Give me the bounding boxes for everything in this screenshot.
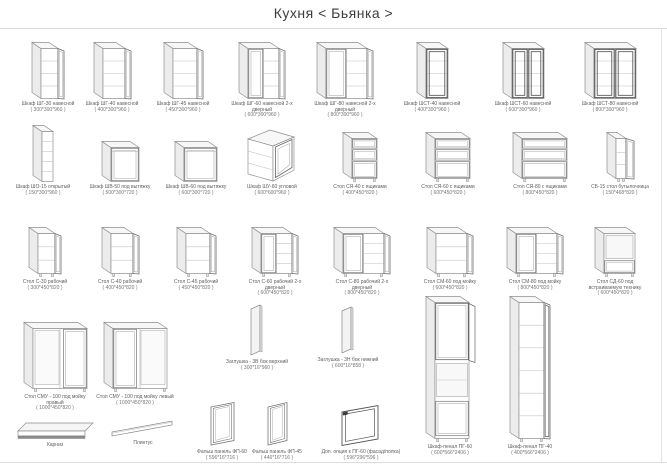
item-name: Шкаф ШСТ-80 навесной xyxy=(581,101,639,107)
item-dimensions: ( 600*300*960 ) xyxy=(505,106,541,113)
item-dimensions: ( 800*300*960 ) xyxy=(592,106,628,113)
catalog-item-corner-sink-base-right xyxy=(15,315,95,412)
item-name: Шкаф ШГ-45 навесной xyxy=(156,101,210,107)
item-dimensions: ( 600*300*960 ) xyxy=(244,112,280,119)
item-caption xyxy=(95,395,175,406)
item-dimensions: ( 800*450*820 ) xyxy=(517,284,553,291)
item-dimensions: ( 800*300*960 ) xyxy=(327,112,363,119)
catalog-item-base-cabinet-2-door xyxy=(330,222,394,297)
item-name: Заглушка - 3Н бок нижний xyxy=(317,357,379,363)
item-dimensions: ( 1000*450*820 ) xyxy=(36,405,74,412)
drawing-base-cabinet-2-door xyxy=(330,222,394,278)
item-dimensions: ( 450*300*960 ) xyxy=(165,106,201,113)
item-caption xyxy=(102,441,184,447)
catalog-item-wall-cabinet-1-door xyxy=(80,40,144,113)
catalog-item-base-cabinet-1-door xyxy=(164,222,228,291)
item-caption xyxy=(416,185,480,196)
item-caption xyxy=(15,395,95,412)
drawing-base-cabinet-1-door xyxy=(164,222,228,278)
catalog-item-hood-cabinet xyxy=(164,125,228,196)
drawing-tall-cabinet-oven xyxy=(408,295,492,443)
item-name: Шкаф ШВ-50 под вытяжку xyxy=(89,184,151,190)
item-name: Стол С-80 рабочий 2-х дверный xyxy=(335,279,389,291)
item-name: СБ-15 стол бутылочница xyxy=(591,184,649,190)
item-dimensions: ( 400*566*2406 ) xyxy=(511,449,549,456)
drawing-wall-cabinet-glass xyxy=(400,40,464,100)
item-caption xyxy=(492,445,568,456)
item-name: Шкаф ШГ-40 навесной xyxy=(85,101,139,107)
drawing-wall-cabinet-1-door xyxy=(80,40,144,100)
item-name: Стол СЯ-60 с ящиками xyxy=(421,184,475,190)
item-dimensions: ( 600*300*720 ) xyxy=(178,189,214,196)
item-dimensions: ( 800*450*820 ) xyxy=(344,290,380,297)
item-name: Фальш панель ФП-45 xyxy=(252,449,302,455)
item-caption xyxy=(588,185,652,196)
catalog-item-wall-cabinet-1-door xyxy=(151,40,215,113)
item-name: Шкаф-пенал ПГ-40 xyxy=(507,444,553,450)
item-name: Стол С-45 рабочий xyxy=(173,279,219,285)
item-dimensions: ( 596*16*716 ) xyxy=(205,454,239,461)
catalog-item-sink-base-cabinet xyxy=(503,222,567,291)
item-dimensions: ( 300*300*960 ) xyxy=(30,106,66,113)
divider-top xyxy=(0,28,667,29)
item-name: Стол СМУ - 100 под мойку правый xyxy=(24,394,86,406)
item-caption xyxy=(508,185,572,196)
drawing-bottle-pullout-unit xyxy=(588,125,652,183)
item-caption xyxy=(248,450,306,461)
item-dimensions: ( 600*450*820 ) xyxy=(430,189,466,196)
item-name: Шкаф ШГ-30 навесной xyxy=(21,101,75,107)
catalog-item-base-cabinet-2-door xyxy=(243,222,307,297)
drawing-corner-sink-base-left xyxy=(95,315,175,393)
item-name: Шкаф ШВ-60 под вытяжку xyxy=(165,184,227,190)
drawing-sink-base-cabinet xyxy=(503,222,567,278)
item-dimensions: ( 800*450*820 ) xyxy=(522,189,558,196)
catalog-item-appliance-base-cabinet xyxy=(583,222,647,297)
item-caption xyxy=(190,450,254,461)
item-name: Шкаф ШГ-60 навесной 2-х дверный xyxy=(231,101,293,113)
drawing-hood-cabinet xyxy=(88,125,152,183)
catalog-item-wall-cabinet-glass xyxy=(578,40,642,113)
item-caption xyxy=(491,102,555,113)
item-caption xyxy=(583,280,647,297)
divider-bottom xyxy=(0,462,667,463)
item-caption xyxy=(240,185,304,196)
drawing-cornice xyxy=(12,415,98,441)
drawing-corner-sink-base-right xyxy=(15,315,95,393)
item-name: Стол СМ-60 под мойку xyxy=(423,279,477,285)
drawing-wall-cabinet-1-door xyxy=(151,40,215,100)
item-dimensions: ( 150*468*820 ) xyxy=(602,189,638,196)
drawing-facade-panel xyxy=(248,398,306,448)
drawing-side-panel-bottom xyxy=(308,300,388,356)
catalog-item-plinth xyxy=(102,415,184,447)
catalog-item-bottle-pullout-unit xyxy=(588,125,652,196)
item-dimensions: ( 400*300*960 ) xyxy=(94,106,130,113)
catalog-item-wall-cabinet-glass xyxy=(491,40,555,113)
drawing-base-cabinet-1-door xyxy=(88,222,152,278)
item-name: Шкаф ШСТ-60 навесной xyxy=(494,101,552,107)
item-caption xyxy=(503,280,567,291)
item-dimensions: ( 400*450*820 ) xyxy=(102,284,138,291)
item-caption xyxy=(330,280,394,297)
catalog-item-side-panel-top xyxy=(217,300,297,371)
item-name: Шкаф ШУ-60 угловой xyxy=(247,184,297,190)
catalog-item-tall-cabinet xyxy=(492,295,568,456)
catalog-item-base-cabinet-1-door xyxy=(13,222,77,291)
item-caption xyxy=(308,358,388,369)
item-name: Шкаф ШГ-80 навесной 2-х дверный xyxy=(314,101,376,113)
item-name: Стол СЯ-40 с ящиками xyxy=(333,184,387,190)
drawing-wall-cabinet-glass xyxy=(578,40,642,100)
catalog-item-corner-sink-base-left xyxy=(95,315,175,406)
item-caption xyxy=(312,450,410,461)
drawing-facade-option xyxy=(312,400,410,448)
item-name: Фальш панель ФП-60 xyxy=(197,449,247,455)
catalog-item-base-drawer-unit xyxy=(328,125,392,196)
item-dimensions: ( 600*600*960 ) xyxy=(254,189,290,196)
item-name: Стол С-40 рабочий xyxy=(97,279,143,285)
item-dimensions: ( 150*300*960 ) xyxy=(25,189,61,196)
drawing-appliance-base-cabinet xyxy=(583,222,647,278)
item-name: Заглушка - 3В бок верхний xyxy=(225,359,289,365)
drawing-wall-cabinet-2-door xyxy=(313,40,377,100)
drawing-wall-cabinet-1-door xyxy=(16,40,80,100)
drawing-open-shelf-unit xyxy=(11,125,75,183)
item-dimensions: ( 300*450*820 ) xyxy=(27,284,63,291)
catalog-item-base-drawer-unit xyxy=(508,125,572,196)
drawing-base-drawer-unit xyxy=(508,125,572,183)
item-caption xyxy=(243,280,307,297)
catalog-item-wall-cabinet-2-door xyxy=(313,40,377,119)
item-caption xyxy=(164,280,228,291)
drawing-plinth xyxy=(102,415,184,439)
item-name: Шкаф ШО-15 открытый xyxy=(15,184,71,190)
item-caption xyxy=(80,102,144,113)
drawing-base-drawer-unit xyxy=(416,125,480,183)
item-name: Стол СД-60 под встраиваемую технику xyxy=(588,279,642,291)
item-name: Стол СМ-80 под мойку xyxy=(508,279,562,285)
item-caption xyxy=(400,102,464,113)
drawing-tall-cabinet xyxy=(492,295,568,443)
item-dimensions: ( 400*300*960 ) xyxy=(414,106,450,113)
catalog-item-sink-base-cabinet xyxy=(418,222,482,291)
item-caption xyxy=(12,443,98,449)
item-dimensions: ( 450*450*820 ) xyxy=(178,284,214,291)
item-caption xyxy=(11,185,75,196)
catalog-item-wall-cabinet-glass xyxy=(400,40,464,113)
item-dimensions: ( 600*450*820 ) xyxy=(432,284,468,291)
catalog-item-base-drawer-unit xyxy=(416,125,480,196)
item-name: Шкаф ШСТ-40 навесной xyxy=(403,101,461,107)
item-name: Карниз xyxy=(46,442,64,448)
item-caption xyxy=(328,185,392,196)
item-caption xyxy=(13,280,77,291)
item-dimensions: ( 400*450*820 ) xyxy=(342,189,378,196)
page-title: Кухня < Бьянка > xyxy=(273,5,394,21)
item-name: Стол С-30 рабочий xyxy=(22,279,68,285)
item-name: Плинтус xyxy=(133,440,153,446)
item-caption xyxy=(88,185,152,196)
item-name: Шкаф-пенал ПГ-60 xyxy=(427,444,473,450)
catalog-item-side-panel-bottom xyxy=(308,300,388,369)
drawing-base-cabinet-2-door xyxy=(243,222,307,278)
item-dimensions: ( 600*450*820 ) xyxy=(597,290,633,297)
item-caption xyxy=(408,445,492,456)
item-name: Стол СМУ - 100 под мойку левый xyxy=(96,394,174,400)
catalog-item-wall-cabinet-1-door xyxy=(16,40,80,113)
catalog-item-cornice xyxy=(12,415,98,449)
drawing-side-panel-top xyxy=(217,300,297,358)
item-name: Стол С-60 рабочий 2-х дверный xyxy=(248,279,302,291)
item-caption xyxy=(313,102,377,119)
item-dimensions: ( 600*450*820 ) xyxy=(257,290,293,297)
item-name: Стол СЯ-80 с ящиками xyxy=(513,184,567,190)
drawing-base-drawer-unit xyxy=(328,125,392,183)
catalog-item-facade-panel xyxy=(248,398,306,461)
catalog-item-open-shelf-unit xyxy=(11,125,75,196)
drawing-corner-wall-cabinet xyxy=(240,125,304,183)
item-dimensions: ( 600*566*2406 ) xyxy=(431,449,469,456)
item-dimensions: ( 300*16*960 ) xyxy=(240,364,274,371)
item-caption xyxy=(418,280,482,291)
drawing-hood-cabinet xyxy=(164,125,228,183)
catalog-item-facade-panel xyxy=(190,398,254,461)
item-caption xyxy=(230,102,294,119)
drawing-facade-panel xyxy=(190,398,254,448)
drawing-base-cabinet-1-door xyxy=(13,222,77,278)
item-dimensions: ( 446*16*716 ) xyxy=(260,454,294,461)
item-caption xyxy=(16,102,80,113)
item-caption xyxy=(164,185,228,196)
item-dimensions: ( 1000*450*820 ) xyxy=(116,399,154,406)
divider-right xyxy=(661,28,662,462)
item-name: Доп. опция к ПГ-60 (фасад/полка) xyxy=(321,449,401,455)
drawing-wall-cabinet-glass xyxy=(491,40,555,100)
drawing-sink-base-cabinet xyxy=(418,222,482,278)
item-caption xyxy=(151,102,215,113)
catalog-item-hood-cabinet xyxy=(88,125,152,196)
item-dimensions: ( 596*296*596 ) xyxy=(343,454,379,461)
item-caption xyxy=(217,360,297,371)
item-dimensions: ( 500*300*720 ) xyxy=(102,189,138,196)
catalog-item-wall-cabinet-2-door xyxy=(230,40,294,119)
item-caption xyxy=(578,102,642,113)
catalog-item-corner-wall-cabinet xyxy=(240,125,304,196)
item-dimensions: ( 600*16*858 ) xyxy=(331,362,365,369)
catalog-item-facade-option xyxy=(312,400,410,461)
drawing-wall-cabinet-2-door xyxy=(230,40,294,100)
catalog-item-base-cabinet-1-door xyxy=(88,222,152,291)
item-caption xyxy=(88,280,152,291)
catalog-item-tall-cabinet-oven xyxy=(408,295,492,456)
